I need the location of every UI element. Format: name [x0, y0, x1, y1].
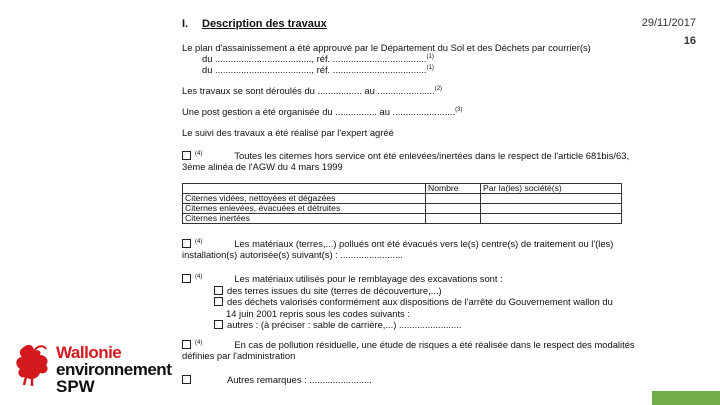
checkbox[interactable] [182, 274, 191, 283]
table-cell[interactable] [426, 214, 481, 224]
checkbox[interactable] [214, 286, 223, 295]
section-title: Description des travaux [202, 18, 327, 30]
table-cell: Citernes vidées, nettoyées et dégazées [183, 194, 426, 204]
pollution-paragraph: $^{(4)}$ En cas de pollution résiduelle, une étude de risques a été réalisée dans le respect des modalités définies par l'administration [182, 339, 635, 362]
table-header: Nombre [426, 184, 481, 194]
brand-wallonie: Wallonie [56, 343, 122, 362]
table-cell: Citernes enlevées, évacuées et détruites [183, 204, 426, 214]
slide-date: 29/11/2017 [641, 17, 696, 29]
list-item: des terres issues du site (terres de découverture,...) [214, 285, 613, 296]
table-row [183, 214, 622, 224]
table-cell[interactable] [426, 194, 481, 204]
table-header: Par la(les) société(s) [481, 184, 622, 194]
table-cell[interactable] [481, 214, 622, 224]
table-cell[interactable] [481, 204, 622, 214]
footnote-ref: (1) [426, 53, 434, 60]
list-item: 14 juin 2001 repris sous les codes suivants : [226, 307, 410, 319]
follow-up-line: Le suivi des travaux a été réalisé par l'expert agréé [182, 127, 394, 138]
remarks-paragraph: Autres remarques : ........................ [182, 374, 622, 385]
brand-environnement: environnement [56, 360, 172, 379]
tanks-paragraph: $^{(4)}$ Toutes les citernes hors service ont été enlevées/inertées dans le respect de l'article 681bis/63, 3ème alinéa de l'AGW du 4 mars 1999 [182, 150, 630, 173]
table-row [183, 194, 622, 204]
footnote-ref: (1) [426, 64, 434, 71]
table-row [183, 204, 622, 214]
checkbox[interactable] [182, 239, 191, 248]
tanks-table [182, 183, 622, 224]
list-item: autres : (à préciser : sable de carrière,...) ........................ [214, 319, 613, 330]
table-header-row [183, 184, 622, 194]
footnote-ref: (4) [195, 238, 203, 245]
table-cell: Citernes inertées [183, 214, 426, 224]
checkbox[interactable] [182, 340, 191, 349]
list-item: des déchets valorisés conformément aux dispositions de l'arrêté du Gouvernement wallon du [214, 296, 613, 307]
works-line: Les travaux se sont déroulés du ................. au ......................$^{(2)}$ [182, 85, 443, 96]
fill-options [214, 285, 613, 330]
post-management-line: Une post gestion a été organisée du ................ au ........................$^{(3)}$ [182, 106, 463, 117]
checkbox[interactable] [182, 151, 191, 160]
footnote-ref: (4) [195, 273, 203, 280]
footnote-ref: (4) [195, 339, 203, 346]
brand-spw: SPW [56, 377, 95, 396]
checkbox[interactable] [214, 320, 223, 329]
table-cell[interactable] [481, 194, 622, 204]
checkbox[interactable] [182, 375, 191, 384]
table-cell[interactable] [426, 204, 481, 214]
plan-line-1: Le plan d'assainissement a été approuvé par le Département du Sol et des Déchets par courrier(s) [182, 42, 591, 53]
section-number: I. [182, 18, 189, 30]
materials-paragraph: $^{(4)}$ Les matériaux (terres,...) pollués ont été évacués vers le(s) centre(s) de traitement ou l'(les) installation(s) autorisée(s) suivant(s) : ........................ [182, 238, 614, 261]
plan-line-3: du ....................................., réf. ....................................$^{(1)}$ [202, 64, 434, 75]
brand-wordmark [56, 344, 171, 395]
footnote-ref: (2) [434, 85, 443, 92]
footnote-ref: (4) [195, 150, 203, 157]
section-heading [182, 18, 327, 31]
table-header [183, 184, 426, 194]
fill-paragraph: $^{(4)}$ Les matériaux utilisés pour le remblayage des excavations sont : [182, 273, 622, 284]
green-accent-bar [652, 391, 720, 405]
wallonie-rooster-logo [12, 343, 54, 387]
checkbox[interactable] [214, 297, 223, 306]
plan-line-2: du ....................................., réf. ....................................$^{(1)}$ [202, 53, 434, 64]
rooster-icon [12, 343, 54, 387]
slide-page-number: 16 [683, 35, 696, 47]
footnote-ref: (3) [455, 106, 463, 113]
